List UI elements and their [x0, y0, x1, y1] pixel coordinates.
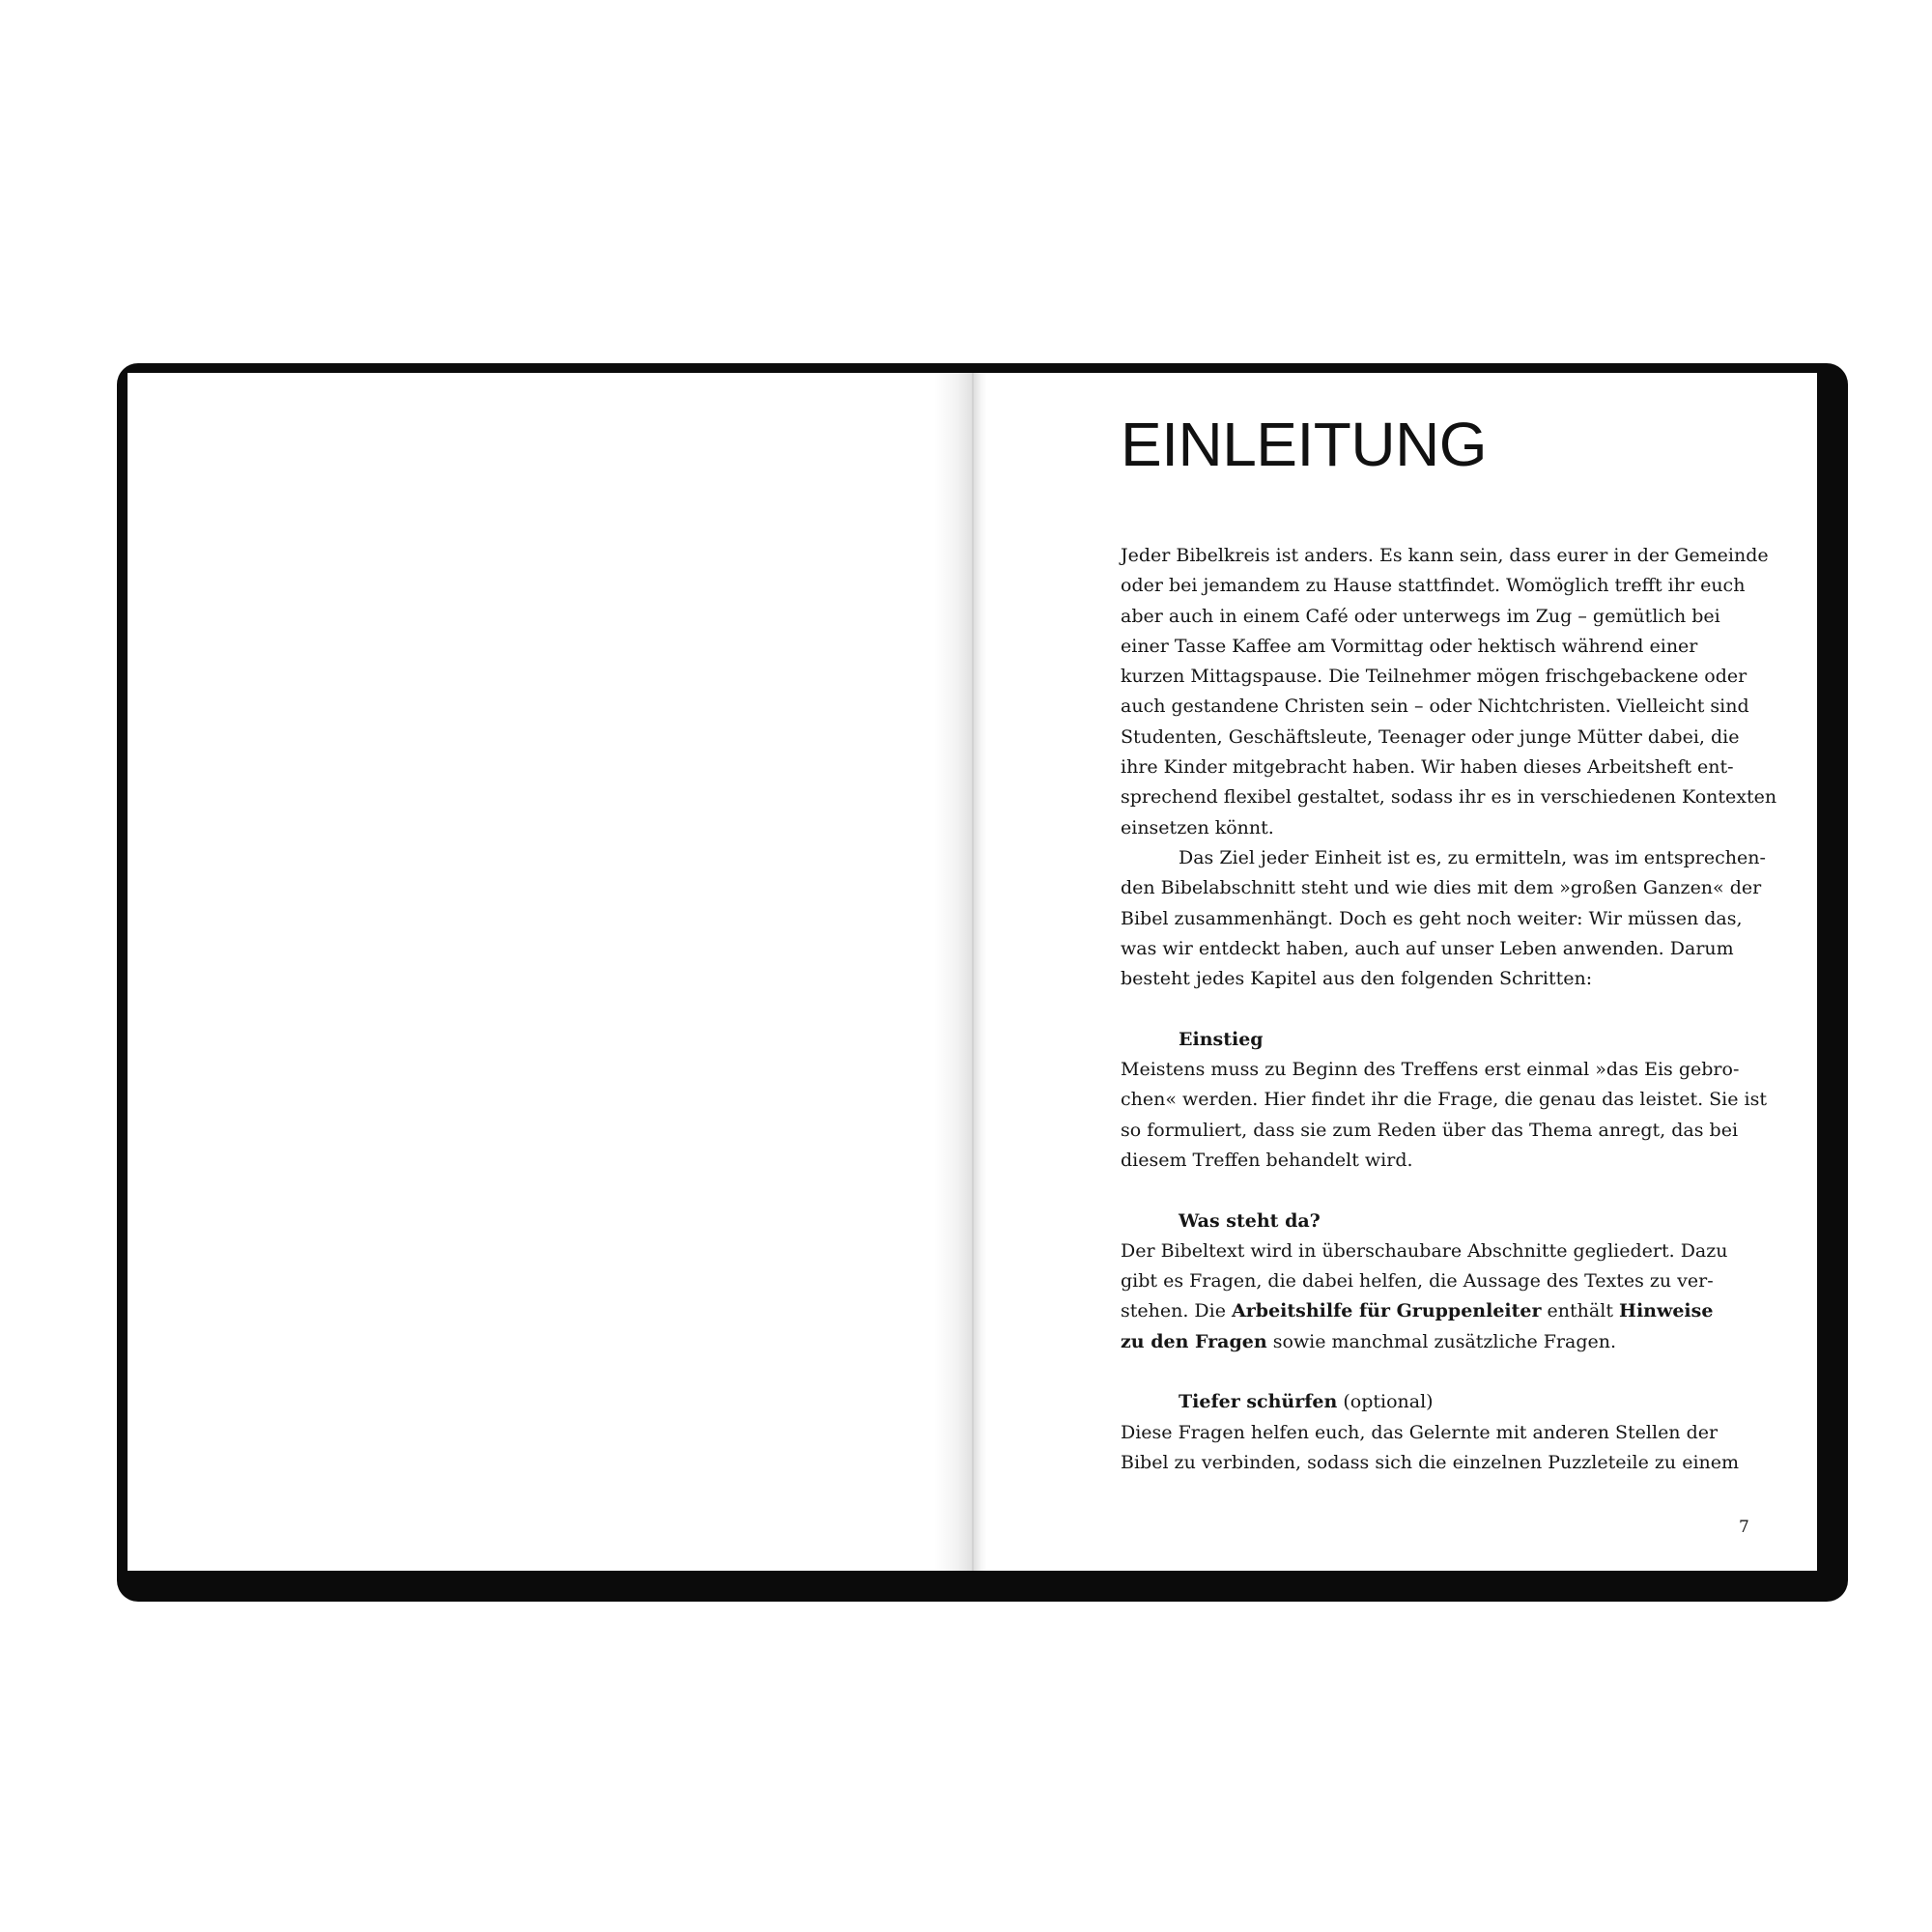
section-heading-note: (optional): [1337, 1391, 1434, 1413]
text-line: kurzen Mittagspause. Die Teilnehmer mögen frischgebackene oder: [1121, 666, 1747, 688]
body-text: [1121, 541, 1777, 1478]
right-gutter-shadow: [973, 373, 986, 1571]
page-number: 7: [1739, 1518, 1749, 1537]
text-line: Jeder Bibelkreis ist anders. Es kann sein, dass eurer in der Gemeinde: [1121, 545, 1769, 566]
text-line: sprechend flexibel gestaltet, sodass ihr es in verschiedenen Kontexten: [1121, 786, 1777, 809]
text-line: so formuliert, dass sie zum Reden über das Thema anregt, das bei: [1121, 1119, 1739, 1141]
text-line: Studenten, Geschäftsleute, Teenager oder junge Mütter dabei, die: [1121, 725, 1740, 748]
left-gutter-shadow: [934, 373, 973, 1571]
text-line: was wir entdeckt haben, auch auf unser Leben anwenden. Darum: [1121, 937, 1734, 959]
text-run: stehen. Die: [1121, 1300, 1233, 1322]
chapter-title: EINLEITUNG: [1121, 410, 1488, 479]
text-line: Meistens muss zu Beginn des Treffens erst einmal »das Eis gebro-: [1121, 1059, 1740, 1081]
text-line: Diese Fragen helfen euch, das Gelernte mit anderen Stellen der: [1121, 1421, 1719, 1443]
section-heading-text: Tiefer schürfen: [1179, 1391, 1338, 1413]
text-line: auch gestandene Christen sein – oder Nichtchristen. Vielleicht sind: [1121, 696, 1749, 718]
bold-term-zu-den-fragen: zu den Fragen: [1121, 1330, 1267, 1352]
text-line: aber auch in einem Café oder unterwegs im Zug – gemütlich bei: [1121, 605, 1720, 627]
text-line-mixed: [1121, 1327, 1758, 1357]
text-line: chen« werden. Hier findet ihr die Frage, die genau das leistet. Sie ist: [1121, 1089, 1768, 1111]
text-line: Der Bibeltext wird in überschaubare Abschnitte gegliedert. Dazu: [1121, 1239, 1728, 1262]
book-spine: [972, 373, 974, 1571]
text-line: einsetzen könnt.: [1121, 816, 1274, 838]
section-heading-text: Was steht da?: [1179, 1209, 1321, 1232]
text-line-mixed: [1121, 1296, 1758, 1326]
section-heading-was-steht-da: [1121, 1207, 1758, 1236]
section-heading-einstieg: [1121, 1025, 1758, 1055]
text-line: Bibel zu verbinden, sodass sich die einzelnen Puzzleteile zu einem: [1121, 1451, 1740, 1473]
text-line: einer Tasse Kaffee am Vormittag oder hektisch während einer: [1121, 635, 1698, 657]
paragraph-gap: [1121, 1176, 1758, 1206]
section-heading-text: Einstieg: [1179, 1028, 1264, 1050]
bold-term-arbeitshilfe: Arbeitshilfe für Gruppenleiter: [1232, 1300, 1542, 1322]
text-run: enthält: [1541, 1300, 1619, 1322]
text-line: besteht jedes Kapitel aus den folgenden Schritten:: [1121, 968, 1593, 990]
bold-term-hinweise: Hinweise: [1619, 1300, 1714, 1322]
text-run: sowie manchmal zusätzliche Fragen.: [1266, 1330, 1617, 1352]
text-line: Das Ziel jeder Einheit ist es, zu ermitteln, was im entsprechen-: [1179, 846, 1766, 868]
paragraph-gap: [1121, 1357, 1758, 1387]
text-line: oder bei jemandem zu Hause stattfindet. Womöglich trefft ihr euch: [1121, 575, 1746, 597]
text-line: Bibel zusammenhängt. Doch es geht noch weiter: Wir müssen das,: [1121, 907, 1743, 929]
text-line: diesem Treffen behandelt wird.: [1121, 1149, 1413, 1171]
section-heading-tiefer-schuerfen: [1121, 1387, 1758, 1417]
paragraph-gap: [1121, 994, 1758, 1024]
text-line: gibt es Fragen, die dabei helfen, die Aussage des Textes zu ver-: [1121, 1270, 1714, 1293]
left-page-blank: [128, 373, 973, 1571]
text-line: den Bibelabschnitt steht und wie dies mit dem »großen Ganzen« der: [1121, 877, 1762, 899]
text-line: ihre Kinder mitgebracht haben. Wir haben dieses Arbeitsheft ent-: [1121, 756, 1734, 779]
